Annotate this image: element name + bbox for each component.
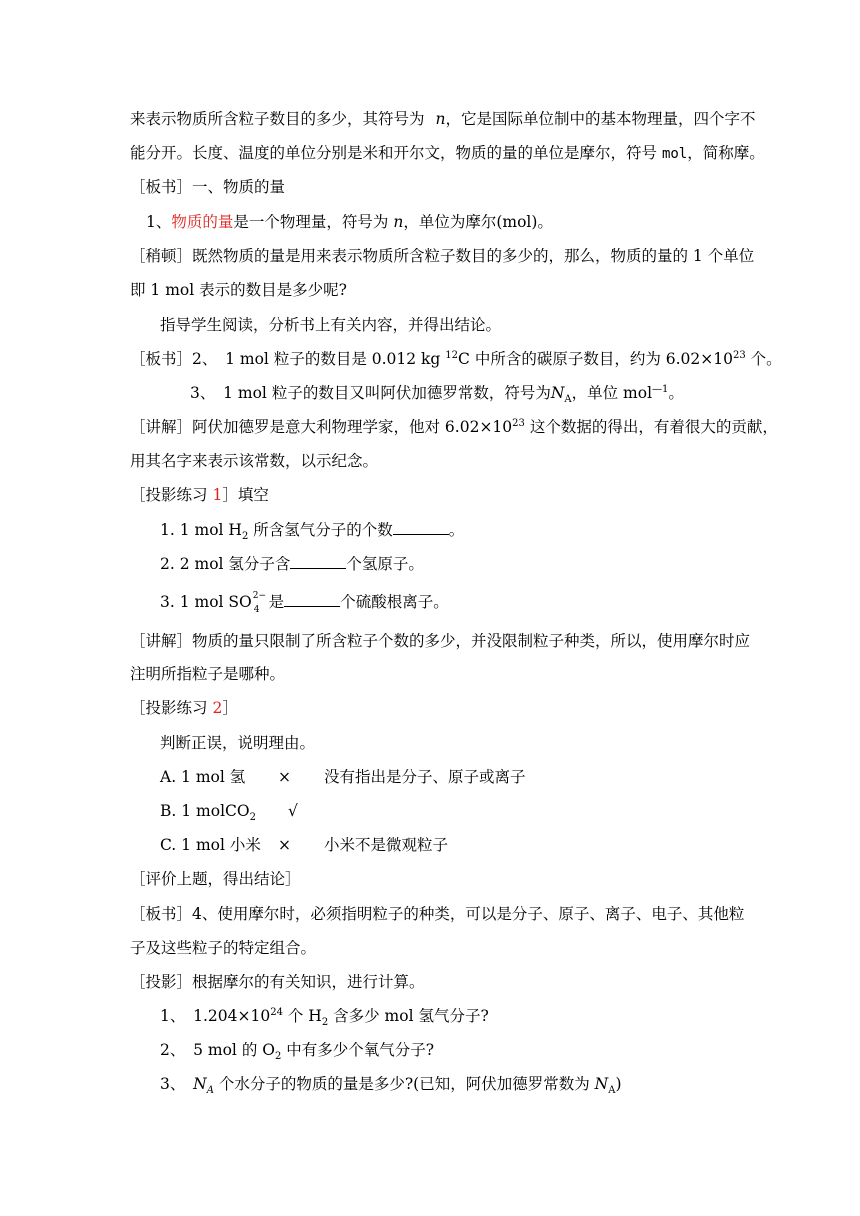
board-line-4a: ［板书］4、使用摩尔时，必须指明粒子的种类，可以是分子、原子、离子、电子、其他粒 [130,905,745,923]
calc-item-1: 1、 $1.204\times 10^{24}$ 个 $H_2$ 含多少 mol 氢气分子? [160,1006,489,1029]
answer-blank [290,554,346,569]
board-line-2: ［板书］2、 1 mol 粒子的数目是 0.012 kg $^{12}$C 中所含的碳原子数目，约为 $6.02\times 10^{23}$ 个。 [130,349,782,368]
paragraph-line-7: 指导学生阅读，分析书上有关内容，并得出结论。 [160,316,502,334]
exercise-item-3: 3. 1 mol SO 2− 4 是 个硫酸根离子。 [160,591,449,615]
paragraph-line-5: ［稍顿］既然物质的量是用来表示物质所含粒子数目的多少的，那么，物质的量的 1 个单位 [130,247,755,265]
paragraph-line-2: 能分开。长度、温度的单位分别是米和开尔文，物质的量的单位是摩尔，符号 mol，简称摩。 [130,144,765,162]
exercise-item-2: 2. 2 mol 氢分子含 个氢原子。 [160,555,424,573]
exercise-item-1: 1. 1 mol $H_2$ 所含氢气分子的个数 。 [160,521,465,543]
judge-item-a: A. 1 mol 氢 × 没有指出是分子、原子或离子 [160,768,526,786]
exercise-heading-1: ［投影练习 1］填空 [130,486,269,504]
evaluation-heading: ［评价上题，得出结论］ [130,870,301,888]
explain-line-2: 用其名字来表示该常数，以示纪念。 [130,452,379,470]
calc-item-3: 3、 $N_A$ 个水分子的物质的量是多少?(已知，阿伏加德罗常数为 $N_A$) [160,1075,622,1097]
ion-charge: 2− 4 [252,591,267,615]
judge-item-b: B. 1 molCO$_2$ √ [160,802,298,824]
exercise-heading-2: ［投影练习 2］ [130,699,238,717]
answer-blank [393,520,449,535]
calc-item-2: 2、 5 mol 的 $O_2$ 中有多少个氧气分子? [160,1041,435,1063]
highlight-term: 物质的量 [171,213,234,231]
board-line-3: 3、 1 mol 粒子的数目又叫阿伏加德罗常数，符号为$N_A$，单位 mol$^{—1}$。 [190,383,684,406]
judge-item-c: C. 1 mol 小米 × 小米不是微观粒子 [160,836,449,854]
projection-heading: ［投影］根据摩尔的有关知识，进行计算。 [130,973,425,991]
explain-line-3: ［讲解］物质的量只限制了所含粒子个数的多少，并没限制粒子种类，所以，使用摩尔时应 [130,632,751,650]
answer-blank [284,592,340,607]
board-line-4b: 子及这些粒子的特定组合。 [130,939,317,957]
board-heading-1: ［板书］一、物质的量 [130,178,286,196]
explain-line-1: ［讲解］阿伏加德罗是意大利物理学家，他对 $6.02\times 10^{23}$ 这个数据的得出，有着很大的贡献， [130,417,778,436]
exercise-instruction: 判断正误，说明理由。 [160,734,316,752]
paragraph-line-1: 来表示物质所含粒子数目的多少，其符号为 n，它是国际单位制中的基本物理量，四个字不 [130,110,756,128]
explain-line-4: 注明所指粒子是哪种。 [130,665,286,683]
paragraph-line-6: 即 1 mol 表示的数目是多少呢? [130,281,347,299]
definition-line-1: 1、物质的量是一个物理量，符号为 n，单位为摩尔(mol)。 [146,213,553,231]
